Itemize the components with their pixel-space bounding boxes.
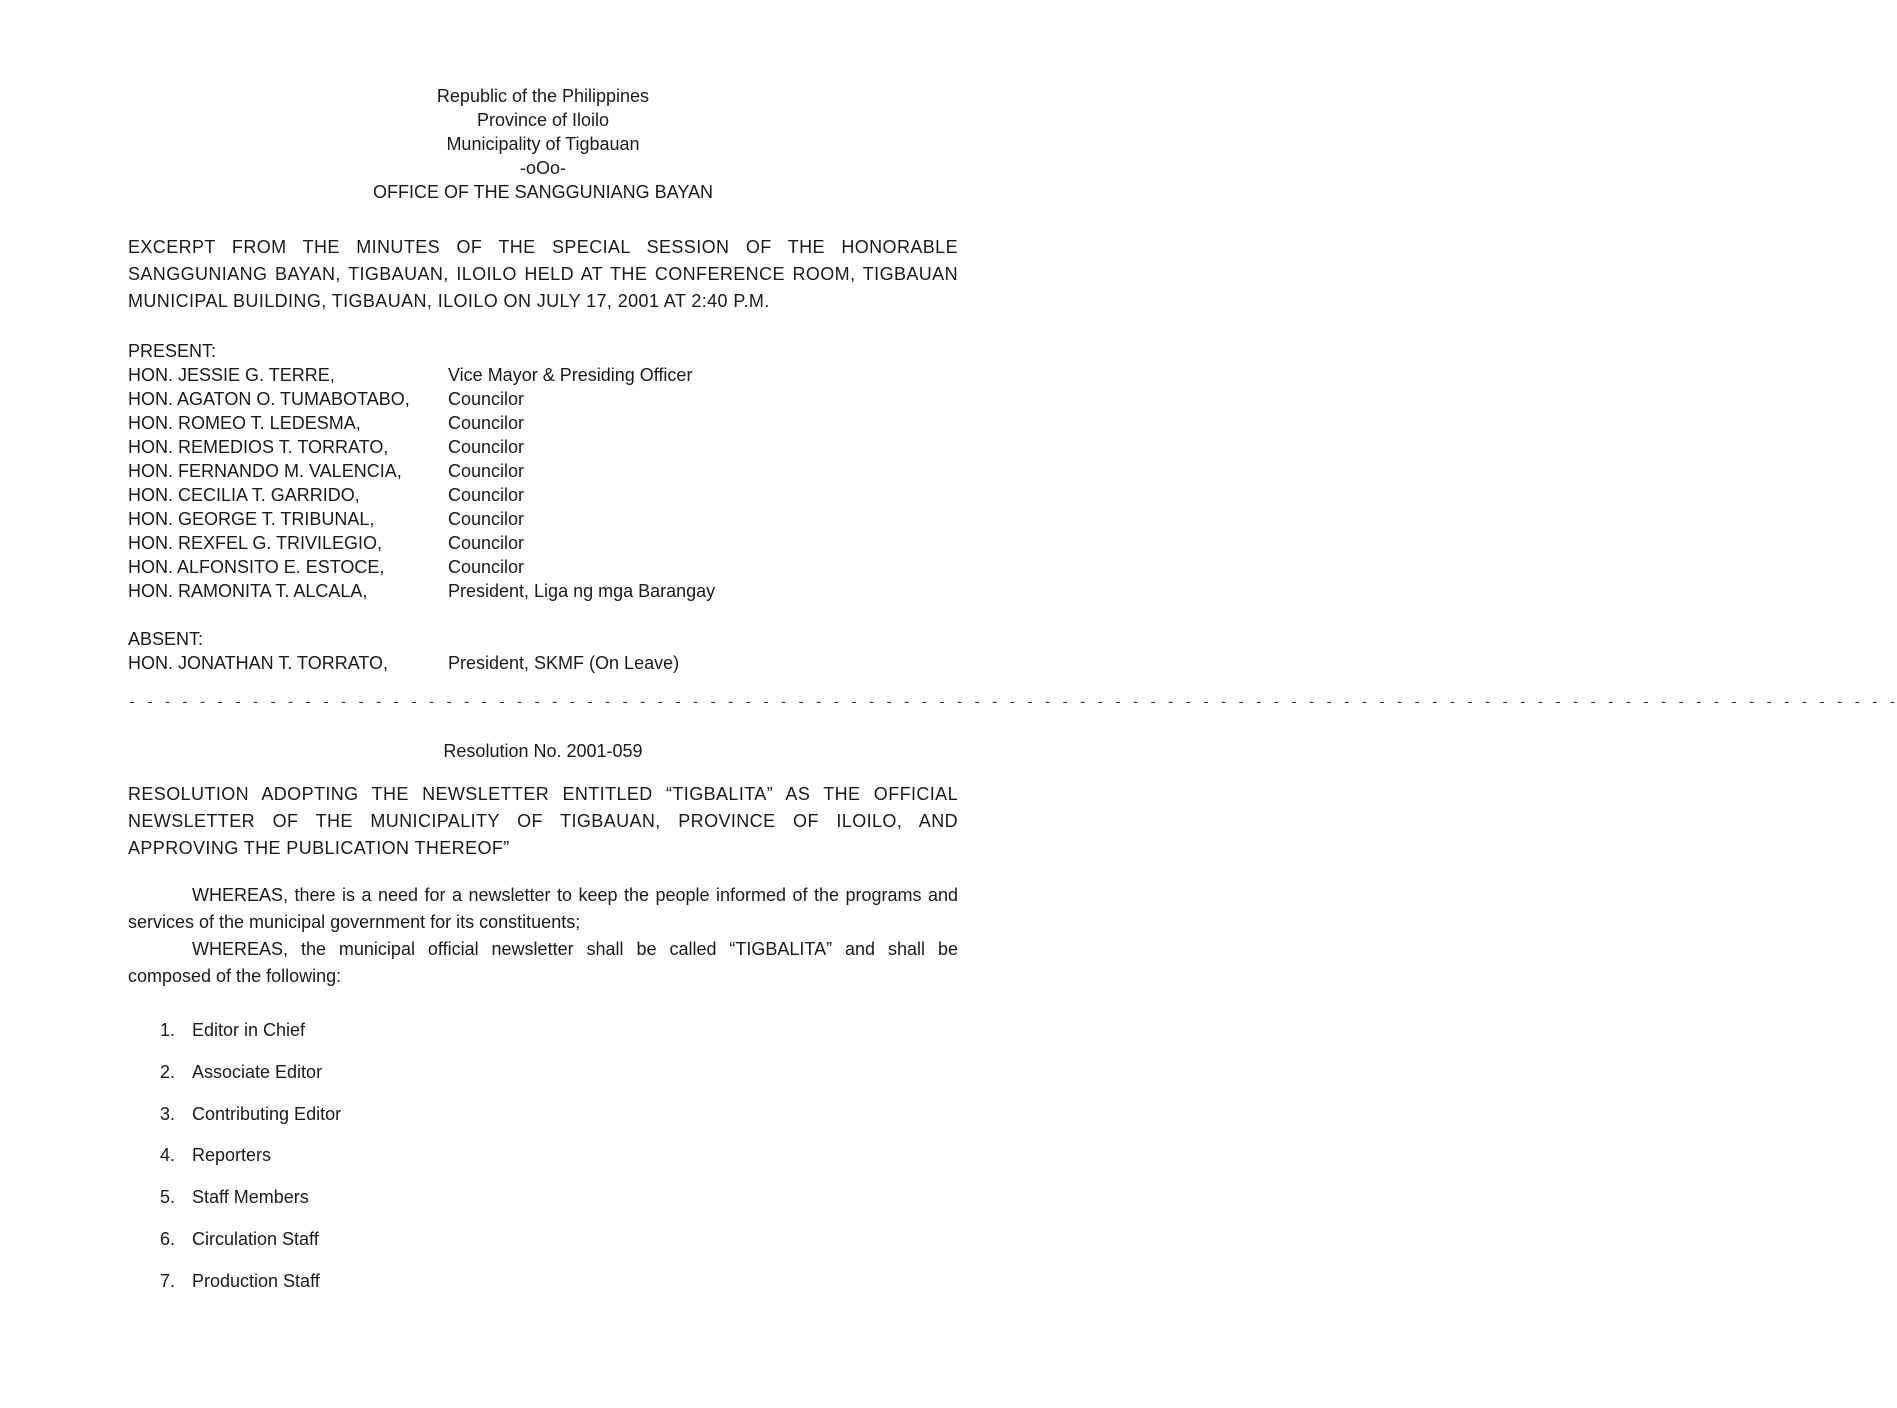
attendee-name: HON. AGATON O. TUMABOTABO, [128,389,410,409]
list-item-text: Contributing Editor [192,1103,342,1124]
list-item [128,1018,958,1042]
attendee-name: HON. CECILIA T. GARRIDO, [128,485,360,505]
list-item-text: Production Staff [192,1270,320,1291]
document-header [128,84,958,204]
attendee-row [128,579,958,603]
attendee-name: HON. JESSIE G. TERRE, [128,365,335,385]
attendee-name: HON. GEORGE T. TRIBUNAL, [128,509,375,529]
attendee-role: Councilor [448,557,525,577]
list-item [128,1227,958,1251]
list-item [128,1102,958,1126]
present-label: PRESENT: [128,341,217,361]
whereas-clause: WHEREAS, the municipal official newsletter shall be called “TIGBALITA” and shall be composed of the following: [128,939,958,986]
absent-label: ABSENT: [128,629,204,649]
attendee-role: Councilor [448,461,525,481]
attendee-row [128,387,958,411]
attendee-role: Councilor [448,509,525,529]
attendee-role: Councilor [448,389,525,409]
list-item-text: Staff Members [192,1187,309,1208]
attendee-name: HON. REMEDIOS T. TORRATO, [128,437,389,457]
header-line-municipality: Municipality of Tigbauan [446,134,640,154]
header-line-province: Province of Iloilo [476,110,610,130]
composition-list [128,1018,958,1293]
resolution-title: RESOLUTION ADOPTING THE NEWSLETTER ENTITLED “TIGBALITA” AS THE OFFICIAL NEWSLETTER OF THE MUNICIPALITY OF TIGBAUAN, PROVINCE OF ILOILO, AND APPROVING THE PUBLICATION THEREOF” [128,784,958,858]
list-item-text: Circulation Staff [192,1228,319,1249]
attendee-row [128,363,958,387]
attendee-role: Councilor [448,485,525,505]
list-item-number: 4. [160,1145,176,1166]
attendee-name: HON. ALFONSITO E. ESTOCE, [128,557,385,577]
list-item-text: Editor in Chief [192,1020,306,1040]
list-item-number: 7. [160,1270,176,1291]
list-item-number: 1. [160,1020,176,1040]
header-line-ornament: -oOo- [519,158,566,178]
absentee-name: HON. JONATHAN T. TORRATO, [128,653,389,673]
attendee-row [128,555,958,579]
attendee-role: Vice Mayor & Presiding Officer [448,365,693,385]
attendee-row [128,507,958,531]
list-item-number: 2. [160,1061,176,1082]
document-page [128,84,1897,1311]
attendee-role: Councilor [448,437,525,457]
header-line-office: OFFICE OF THE SANGGUNIANG BAYAN [372,182,714,202]
attendee-row [128,459,958,483]
attendee-row [128,531,958,555]
whereas-clauses [128,882,958,990]
attendee-row [128,435,958,459]
list-item [128,1185,958,1209]
dashed-divider: - - - - - - - - - - - - - - - - - - - - - - - - - - - - - - - - - - - - - - - - - - - - - - - - - - - - - - - - - - - - - - - - - - - - - - - - - - - - - - - - - - - - - - - - - - - - - - - - - - - - - [128,695,1897,711]
whereas-clause: WHEREAS, there is a need for a newsletter to keep the people informed of the programs and services of the municipal government for its constituents; [128,885,958,932]
attendee-name: HON. REXFEL G. TRIVILEGIO, [128,533,383,553]
present-section [128,339,958,603]
header-line-republic: Republic of the Philippines [436,86,650,106]
list-item-number: 3. [160,1103,176,1124]
attendee-name: HON. RAMONITA T. ALCALA, [128,581,368,601]
list-item-text: Associate Editor [192,1061,323,1082]
list-item [128,1060,958,1084]
attendee-name: HON. ROMEO T. LEDESMA, [128,413,361,433]
resolution-number: Resolution No. 2001-059 [443,741,643,761]
absent-section [128,627,958,675]
list-item-number: 5. [160,1187,176,1208]
attendee-name: HON. FERNANDO M. VALENCIA, [128,461,402,481]
list-item [128,1269,958,1293]
attendee-role: Councilor [448,413,525,433]
absentee-role: President, SKMF (On Leave) [448,653,680,673]
attendee-row [128,483,958,507]
attendee-role: Councilor [448,533,525,553]
minutes-excerpt: EXCERPT FROM THE MINUTES OF THE SPECIAL SESSION OF THE HONORABLE SANGGUNIANG BAYAN, TIGBAUAN, ILOILO HELD AT THE CONFERENCE ROOM, TIGBAUAN MUNICIPAL BUILDING, TIGBAUAN, ILOILO ON JULY 17, 2001 AT 2:40 P.M. [128,237,958,311]
attendee-row [128,411,958,435]
attendee-role: President, Liga ng mga Barangay [448,581,716,601]
list-item-number: 6. [160,1228,176,1249]
list-item [128,1143,958,1167]
absentee-row [128,651,958,675]
list-item-text: Reporters [192,1145,272,1166]
